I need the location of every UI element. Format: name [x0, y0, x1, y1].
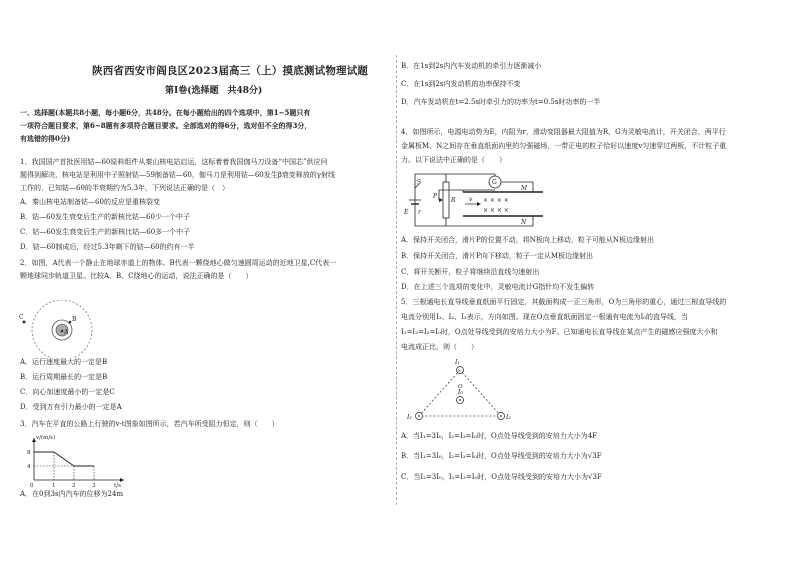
instructions-line: 一、选择题(本题共8小题，每小题6分，共48分。在每小题给出的四个选项中，第1~5题只有 — [20, 108, 311, 117]
q2-option-a: A．运行速度最大的一定是B — [20, 358, 108, 366]
q1-stem: 工作的，已知钴—60的半衰期约为5.3年，下列说法正确的是（ ） — [20, 184, 230, 192]
q5-stem: 5．三根通电长直导线垂直纸面平行固定，其截面构成一正三角形，O为三角形的重心，通过三根直导线的 — [401, 298, 727, 306]
q5-stem: 电流成正比，则（ ） — [401, 343, 478, 351]
vt-xlabel: t/s — [114, 483, 121, 488]
circuit-label-s: S — [417, 179, 422, 186]
circuit-figure — [403, 168, 553, 230]
vt-xtick: 3 — [92, 483, 96, 488]
vt-ylabel: v/(m/s) — [36, 435, 56, 441]
circuit-label-m: M — [521, 185, 528, 192]
q2-option-b: B．运行周期最长的一定是B — [20, 373, 108, 381]
q2-option-c: C．向心加速度最小的一定是C — [20, 388, 115, 396]
svg-text:×: × — [457, 368, 462, 375]
q2-stem: 2．如图，A代表一个静止在地球赤道上的物体、B代表一颗绕地心做匀速圆周运动的近地卫星,C代表一 — [20, 259, 337, 267]
q4-stem: 力。以下说法中正确的是（ ） — [401, 156, 506, 164]
q3-option-c: C．在1s到2s内发动机的功率保持不变 — [401, 80, 521, 88]
circuit-label-v: v — [469, 196, 473, 203]
q4-option-d: D．在上述三个选项的变化中，灵敏电流计G指针均不发生偏转 — [401, 283, 595, 291]
q1-stem: 1．我国国产首批医用钴—60原料组件从秦山核电站启运，这标着着我国伽马刀设备“中国芯”供应问 — [20, 158, 328, 166]
wire-label-i1: I₁ — [455, 359, 460, 366]
q1-option-d: D．钴—60制成后，经过5.3年剩下的钴—60的约有一半 — [20, 243, 195, 251]
vt-ytick: 8 — [27, 450, 31, 456]
vt-graph — [20, 432, 130, 488]
circuit-label-p: P — [433, 193, 438, 200]
vt-xtick: 0 — [30, 483, 34, 488]
q1-option-c: C．钴—60发生衰变后生产的新核比钴—60多一个中子 — [20, 228, 191, 236]
q2-stem: 颗地球同步轨道卫星。比较A、B、C绕地心的运动，说法正确的是（ ） — [20, 272, 253, 280]
instructions-line: 有选错的得0分) — [20, 134, 71, 143]
triangle-wires-figure — [405, 356, 515, 422]
orbit-label-a: A — [64, 329, 69, 336]
orbit-figure — [18, 300, 98, 358]
circuit-label-n: N — [521, 219, 527, 226]
circuit-label-g: G — [492, 179, 497, 186]
q3-option-a: A．在0到3s内汽车的位移为24m — [20, 490, 124, 498]
q1-option-a: A．秦山核电站制备钴—60的反应是重核裂变 — [20, 198, 160, 206]
orbit-label-c: C — [19, 314, 24, 321]
vt-ytick: 4 — [27, 464, 31, 470]
q5-stem: I₁=I₂=I₃=I₀时，O点处导线受到的安培力大小为F。已知通电长直导线在某点产生的磁感应强度大小和 — [401, 328, 718, 336]
q5-option-c: C．当I₂=3I₀，I₁=I₃=I₀时，O点处导线受到的安培力大小为√3F — [401, 473, 602, 481]
vt-xtick: 2 — [72, 483, 76, 488]
magnetic-field-row: × × × × — [483, 207, 509, 214]
q1-option-b: B．钴—60发生衰变后生产的新核比钴—60少一个中子 — [20, 213, 190, 221]
q4-option-a: A．保持开关闭合，滑片P的位置不动，将N板向上移动，粒子可能从N板边缘射出 — [401, 236, 655, 244]
magnetic-field-row: × × × × — [483, 197, 509, 204]
wire-label-i3: I₃ — [506, 414, 511, 421]
circuit-label-rr: R — [451, 197, 456, 204]
q4-stem: 金属板M、N之间存在垂直纸面向里的匀强磁场，一带正电的粒子恰好以速度v匀速穿过两板，不计粒子重 — [401, 142, 727, 150]
q3-option-d: D．汽车发动机在t=2.5s时牵引力的功率为t=0.5s时功率的一半 — [401, 98, 601, 106]
q5-option-b: B．当I₁=3I₀，I₂=I₃=I₀时，O点处导线受到的安培力大小为√3F — [401, 452, 602, 460]
circuit-label-e: E — [404, 209, 409, 216]
q4-option-b: B．保持开关闭合，滑片P向下移动，粒子一定从M板边缘射出 — [401, 252, 594, 260]
q3-stem: 3．汽车在平直的公路上行驶的v-t图象如图所示，若汽车所受阻力恒定，则（ ） — [20, 420, 279, 428]
q4-stem: 4．如图所示，电源电动势为E，内阻为r，滑动变阻器最大阻值为R，G为灵敏电流计，开关闭合，两平行 — [401, 128, 726, 136]
centroid-label-o: O — [458, 384, 463, 390]
q5-option-a: A．当I₁=3I₀，I₂=I₃=I₀时，O点处导线受到的安培力大小为4F — [401, 432, 598, 440]
q2-option-d: D．受到万有引力最小的一定是A — [20, 403, 122, 411]
orbit-label-b: B — [72, 316, 77, 323]
q1-stem: 题得到解决，核电站是利用中子照射钴—59制备钴—60，伽马刀是利用钴—60发生β衰变释放的γ射线 — [20, 171, 335, 179]
exam-title: 陕西省西安市阎良区2023届高三（上）摸底测试物理试题 — [92, 65, 369, 77]
q3-option-b: B．在1s到2s内汽车发动机的牵引力逐渐减小 — [401, 62, 542, 70]
part-header: 第Ⅰ卷(选择题 共48分) — [165, 86, 263, 96]
column-divider — [396, 55, 397, 505]
circuit-label-r: r — [418, 209, 421, 216]
wire-label-i0: I₀ — [458, 389, 463, 396]
q5-stem: 电流分别用I₁、I₂、I₃表示，方向如图。现在O点垂直纸面固定一根通有电流为I₀的直导线，当 — [401, 313, 689, 321]
wire-label-i2: I₂ — [407, 414, 412, 421]
vt-xtick: 1 — [52, 483, 56, 488]
instructions-line: 一项符合题目要求，第6~8题有多项符合题目要求。全部选对的得6分，选对但不全的得3分， — [20, 121, 312, 130]
q4-option-c: C．将开关断开，粒子将继续沿直线匀速射出 — [401, 268, 540, 276]
